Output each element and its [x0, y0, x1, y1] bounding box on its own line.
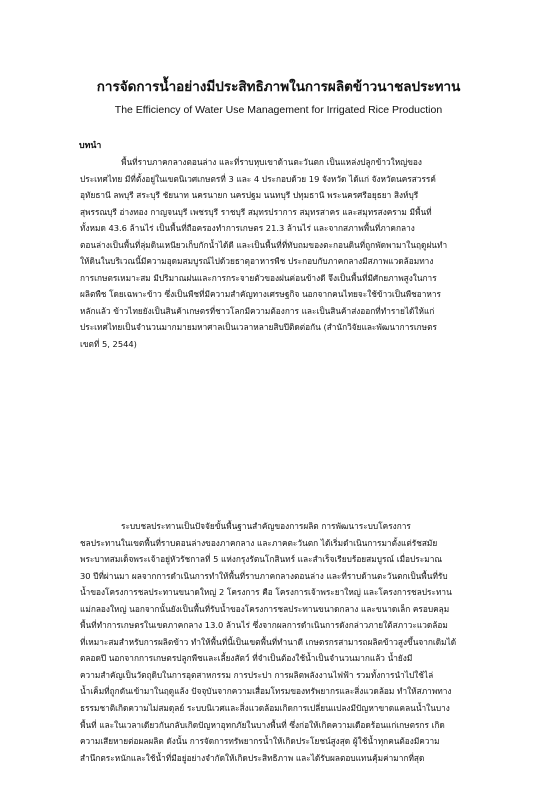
text-line: ตอนล่างเป็นพื้นที่ลุ่มดินเหนียวเก็บกักน้ำได้ดี และเป็นพื้นที่ที่ทับถมของตะกอนดินที่ถูกพัดพามาในฤดูฝนทำ — [80, 239, 448, 250]
text-line: 30 ปีที่ผ่านมา ผลจากการดำเนินการทำให้พื้นที่ราบภาคกลางตอนล่าง และที่ราบด้านตะวันตกเป็นพื้นที่รับ — [80, 570, 448, 581]
text-line: พระบาทสมเด็จพระเจ้าอยู่หัวรัชกาลที่ 5 แห่งกรุงรัตนโกสินทร์ และสำเร็จเรียบร้อยสมบูรณ์ เมื่อประมาณ — [80, 554, 443, 565]
paper-title-thai: การจัดการน้ำอย่างมีประสิทธิภาพในการผลิตข้าวนาชลประทาน — [96, 79, 461, 95]
text-line: ที่เหมาะสมสำหรับการผลิตข้าว ทำให้พื้นที่นี้เป็นเขตพื้นที่ทำนาดี เกษตรกรสามารถผลิตข้าวสูงขึ้นจากเดิมได้ — [80, 636, 457, 647]
text-line: ตลอดปี นอกจากการเกษตรปลูกพืชและเลี้ยงสัตว์ ที่จำเป็นต้องใช้น้ำเป็นจำนวนมากแล้ว น้ำยังมี — [80, 653, 413, 664]
text-line: การเกษตรเหมาะสม มีปริมาณฝนและการกระจายตัวของฝนค่อนข้างดี จึงเป็นพื้นที่มีศักยภาพสูงในการ — [80, 272, 437, 283]
text-line: ประเทศไทย มีที่ตั้งอยู่ในเขตนิเวศเกษตรที่ 3 และ 4 ประกอบด้วย 19 จังหวัด ได้แก่ จังหวัดนครสวรรค์ — [80, 173, 436, 184]
text-line: ความเสียหายต่อผลผลิต ดังนั้น การจัดการทรัพยากรน้ำให้เกิดประโยชน์สูงสุด ผู้ใช้น้ำทุกคนต้องมีความ — [80, 736, 440, 747]
text-line: พื้นที่ และในเวลาเดียวกันกลับเกิดปัญหาอุทกภัยในบางพื้นที่ ซึ่งก่อให้เกิดความเดือดร้อนแก่เกษตรกร เกิด — [80, 719, 445, 730]
text-line: เขตที่ 5, 2544) — [80, 339, 137, 350]
text-line: พื้นที่ราบภาคกลางตอนล่าง และที่ราบหุบเขาด้านตะวันตก เป็นแหล่งปลูกข้าวใหญ่ของ — [121, 157, 422, 167]
text-line: พื้นที่ทำการเกษตรในเขตภาคกลาง 13.0 ล้านไร่ ซึ่งจากผลการดำเนินการดังกล่าวภายใต้สภาวะแวดล้อม — [80, 620, 448, 631]
text-line: ประเทศไทยเป็นจำนวนมากมายมหาศาลเป็นเวลาหลายสิบปีติดต่อกัน (สำนักวิจัยและพัฒนาการเกษตร — [80, 322, 437, 333]
text-line: ความสำคัญเป็นวัตถุดิบในการอุตสาหกรรม การประปา การผลิตพลังงานไฟฟ้า รวมทั้งการนำไปใช้ไล่ — [80, 669, 434, 680]
section-heading-introduction: บทนำ — [79, 141, 102, 151]
text-line: ระบบชลประทานเป็นปัจจัยขั้นพื้นฐานสำคัญของการผลิต การพัฒนาระบบโครงการ — [121, 521, 411, 531]
text-line: สำนึกตระหนักและใช้น้ำที่มีอยู่อย่างจำกัดให้เกิดประสิทธิภาพ และได้รับผลตอบแทนคุ้มค่ามากที่สุด — [80, 752, 425, 763]
text-line: อุทัยธานี ลพบุรี สระบุรี ชัยนาท นครนายก นครปฐม นนทบุรี ปทุมธานี พระนครศรีอยุธยา สิงห์บุรี — [80, 190, 419, 201]
text-line: น้ำของโครงการชลประทานขนาดใหญ่ 2 โครงการ คือ โครงการเจ้าพระยาใหญ่ และโครงการชลประทาน — [80, 587, 452, 598]
text-line: ธรรมชาติเกิดความไม่สมดุลย์ ระบบนิเวศและสิ่งแวดล้อมเกิดการเปลี่ยนแปลงมีปัญหาขาดแคลนน้ำในบาง — [80, 703, 450, 714]
text-line: แม่กลองใหญ่ นอกจากนั้นยังเป็นพื้นที่รับน้ำของโครงการชลประทานขนาดกลาง และขนาดเล็ก ครอบคลุม — [80, 603, 450, 614]
paper-title-english: The Efficiency of Water Use Management for Irrigated Rice Production — [114, 104, 443, 116]
text-line: ทั้งหมด 43.6 ล้านไร่ เป็นพื้นที่ถือครองทำการเกษตร 21.3 ล้านไร่ และจากสภาพพื้นที่ภาคกลาง — [80, 223, 415, 234]
text-line: ให้ดินในบริเวณนี้มีความอุดมสมบูรณ์ไปด้วยธาตุอาหารพืช ประกอบกับภาคกลางมีสภาพแวดล้อมทาง — [80, 256, 434, 267]
text-line: ชลประทานในเขตพื้นที่ราบตอนล่างของภาคกลาง และภาคตะวันตก ได้เริ่มดำเนินการมาตั้งแต่รัชสมัย — [80, 537, 438, 548]
body-paragraph-2 — [80, 518, 480, 766]
text-line: สุพรรณบุรี อ่างทอง กาญจนบุรี เพชรบุรี ราชบุรี สมุทรปราการ สมุทรสาคร และสมุทรสงคราม มีพื้นที่ — [80, 206, 432, 217]
body-paragraph-1 — [80, 154, 480, 353]
text-line: น้ำเค็มที่ถูกดันเข้ามาในฤดูแล้ง ปัจจุบันจากความเสื่อมโทรมของทรัพยากรและสิ่งแวดล้อม ทำให้สภาพทาง — [80, 686, 452, 697]
text-line: ผลิตพืช โดยเฉพาะข้าว ซึ่งเป็นพืชที่มีความสำคัญทางเศรษฐกิจ นอกจากคนไทยจะใช้ข้าวเป็นพืชอาหาร — [80, 289, 441, 300]
text-line: หลักแล้ว ข้าวไทยยังเป็นสินค้าเกษตรที่ชาวโลกมีความต้องการ และเป็นสินค้าส่งออกที่ทำรายได้ให้แก่ — [80, 305, 435, 316]
